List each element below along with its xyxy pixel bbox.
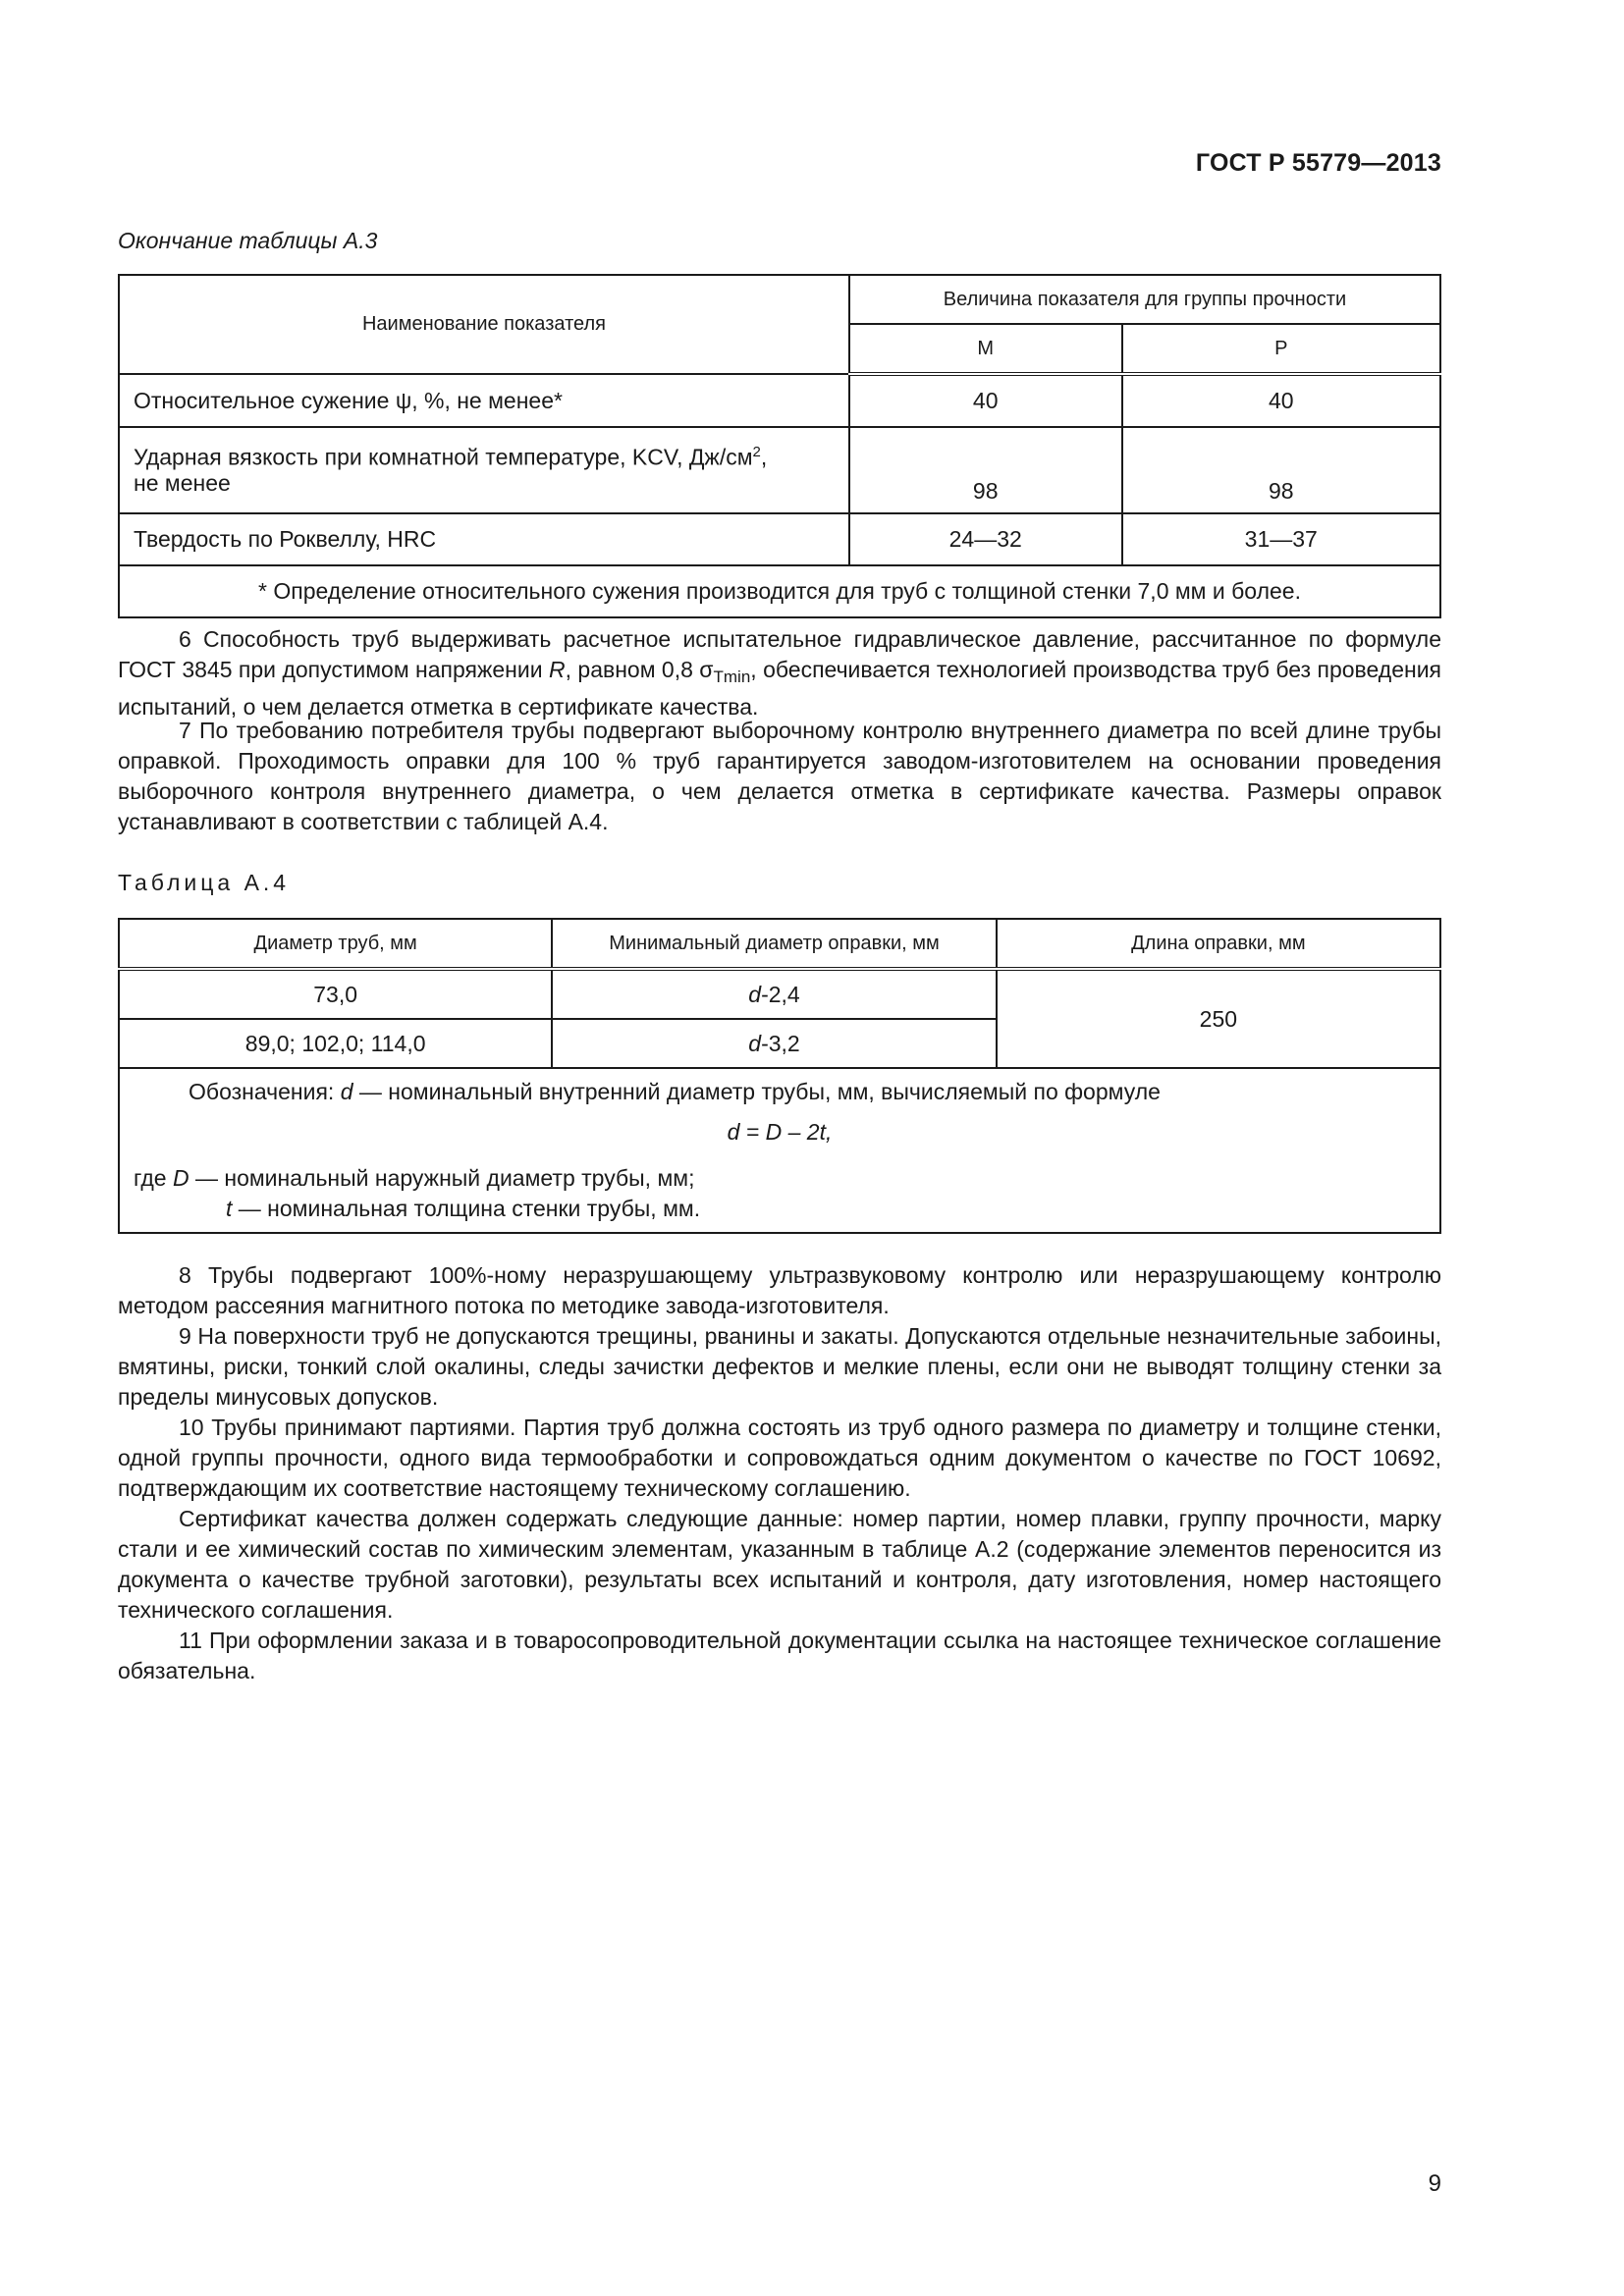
table-cell-length: 250: [997, 969, 1440, 1068]
notes-line-outer-diameter: где D — номинальный наружный диаметр трубы, мм;: [134, 1165, 695, 1191]
notes-line-designations: Обозначения: d — номинальный внутренний диаметр трубы, мм, вычисляемый по формуле: [189, 1079, 1161, 1104]
paragraph-9: 9 На поверхности труб не допускаются трещины, рванины и закаты. Допускаются отдельные незначительные забоины, вмятины, риски, тонкий слой окалины, следы зачистки дефектов и мелкие плены, если они не выводят толщину стенки за пределы минусовых допусков.: [118, 1323, 1441, 1410]
table-a3-caption: Окончание таблицы А.3: [118, 228, 378, 253]
table-footnote: * Определение относительного сужения производится для труб с толщиной стенки 7,0 мм и более.: [119, 565, 1440, 617]
table-cell-diameter: 89,0; 102,0; 114,0: [119, 1019, 552, 1068]
table-cell-mandrel: d-2,4: [552, 969, 996, 1019]
table-cell-p: 40: [1122, 374, 1441, 427]
table-a4-header-mandrel: Минимальный диаметр оправки, мм: [552, 919, 996, 969]
symbol-r: R: [548, 657, 566, 682]
table-cell-p: 31—37: [1122, 513, 1441, 565]
table-cell-name: [119, 427, 849, 513]
subscript-tmin: Tmin: [713, 667, 751, 686]
paragraph-6: 6 Способность труб выдерживать расчетное испытательное гидравлическое давление, рассчитанное по формуле ГОСТ 3845 при допустимом напряжении R, равном 0,8 $\sigma_{Tmin}$, обеспечивается технологией производства труб без проведения испытаний, о чем делается отметка в сертификате качества.: [118, 626, 1441, 720]
table-a4-header-diameter: Диаметр труб, мм: [119, 919, 552, 969]
table-a3-header-group-m: М: [849, 324, 1122, 374]
table-footnote-row: [119, 565, 1440, 617]
table-cell-mandrel: d-3,2: [552, 1019, 996, 1068]
table-a3: [118, 274, 1441, 618]
table-a4-header-length: Длина оправки, мм: [997, 919, 1440, 969]
paragraph-8: 8 Трубы подвергают 100%-ному неразрушающему ультразвуковому контролю или неразрушающему контролю методом рассеяния магнитного потока по методике завода-изготовителя.: [118, 1262, 1441, 1318]
cell-text: Ударная вязкость при комнатной температуре, KCV, Дж/см: [134, 444, 753, 470]
table-a4-caption: Таблица А.4: [118, 870, 291, 895]
table-row: [119, 374, 1440, 427]
table-a3-header-name: Наименование показателя: [119, 275, 849, 374]
table-cell-diameter: 73,0: [119, 969, 552, 1019]
table-notes: [119, 1068, 1440, 1233]
table-cell-m: 24—32: [849, 513, 1122, 565]
cell-text: не менее: [134, 470, 231, 497]
paragraph-10: 10 Трубы принимают партиями. Партия труб должна состоять из труб одного размера по диаметру и толщине стенки, одной группы прочности, одного вида термообработки и сопровождаться одним документом о качестве по ГОСТ 10692, подтверждающим их соответствие настоящему техническому соглашению.: [118, 1415, 1441, 1501]
table-cell-m: 98: [849, 427, 1122, 513]
table-row: [119, 427, 1440, 513]
table-cell-m: 40: [849, 374, 1122, 427]
notes-line-wall-thickness: t — номинальная толщина стенки трубы, мм.: [226, 1196, 701, 1221]
paragraph-certificate: Сертификат качества должен содержать следующие данные: номер партии, номер плавки, группу прочности, марку стали и ее химический состав по химическим элементам, указанным в таблице А.2 (содержание элементов переносится из документа о качестве трубной заготовки), результаты всех испытаний и контроля, дату изготовления, номер настоящего технического соглашения.: [118, 1506, 1441, 1623]
page-number: 9: [1428, 2170, 1441, 2197]
table-cell-name: Относительное сужение ψ, %, не менее*: [119, 374, 849, 427]
cell-superscript: 2: [752, 443, 761, 460]
paragraph-7: 7 По требованию потребителя трубы подвергают выборочному контролю внутреннего диаметра по всей длине трубы оправкой. Проходимость оправки для 100 % труб гарантируется заводом-изготовителем на основании проведения выборочного контроля внутреннего диаметра, о чем делается отметка в сертификате качества. Размеры оправок устанавливают в соответствии с таблицей А.4.: [118, 718, 1441, 834]
table-a4: [118, 918, 1441, 1234]
cell-text: ,: [760, 444, 768, 470]
paragraph-11: 11 При оформлении заказа и в товаросопроводительной документации ссылка на настоящее техническое соглашение обязательна.: [118, 1628, 1441, 1683]
standard-code-header: ГОСТ Р 55779—2013: [1195, 149, 1441, 177]
table-a3-header-group-p: Р: [1122, 324, 1441, 374]
table-notes-row: [119, 1068, 1440, 1233]
table-cell-name: Твердость по Роквеллу, HRC: [119, 513, 849, 565]
table-row: [119, 969, 1440, 1019]
document-page: [118, 0, 1441, 2296]
table-a3-header-value: Величина показателя для группы прочности: [849, 275, 1440, 324]
table-row: [119, 513, 1440, 565]
table-cell-p: 98: [1122, 427, 1441, 513]
notes-formula: d = D – 2t,: [727, 1119, 833, 1145]
